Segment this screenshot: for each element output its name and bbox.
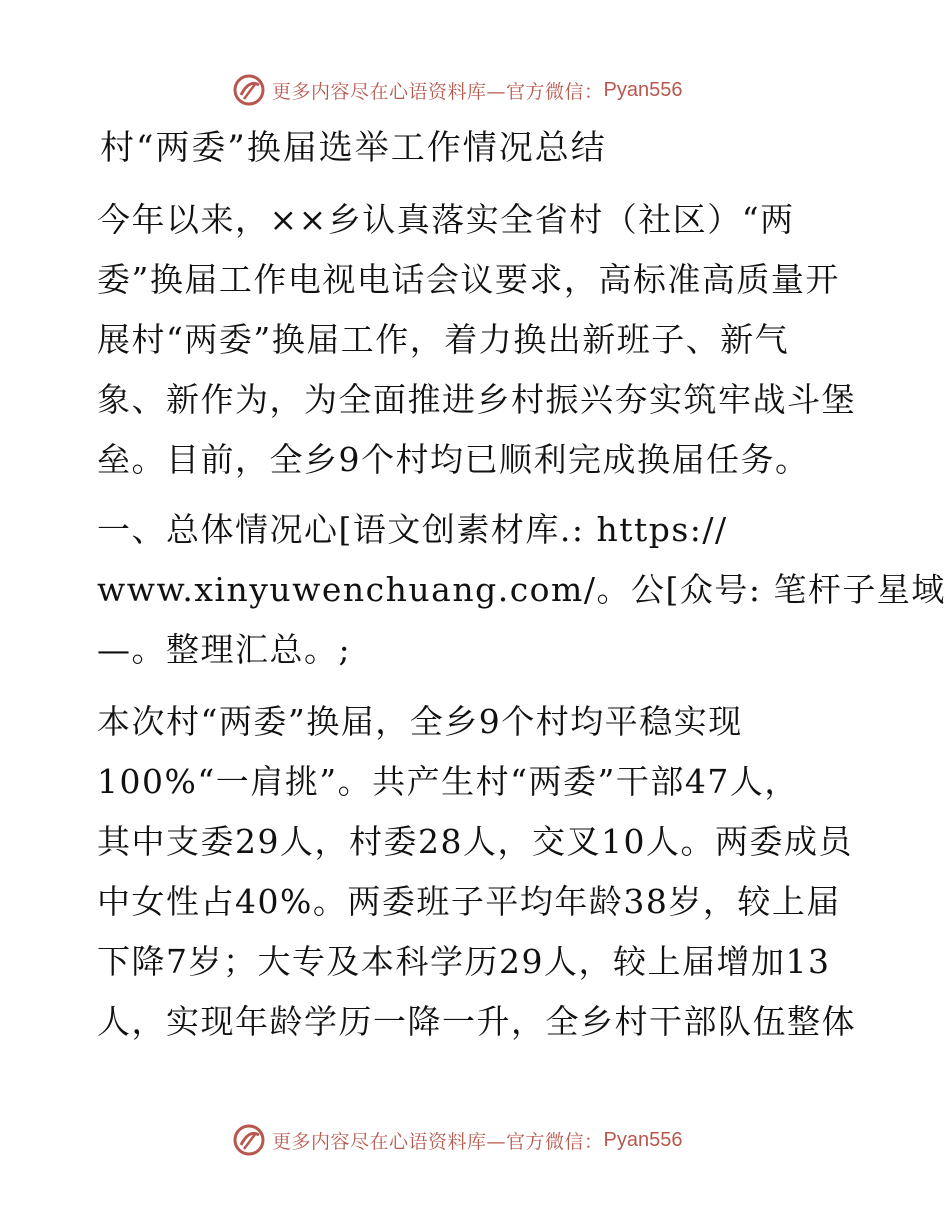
text-line: 100%“一肩挑”。共产生村“两委”干部47人，	[97, 762, 799, 801]
text-line: 委”换届工作电视电话会议要求，高标准高质量开	[97, 260, 840, 299]
library-logo-icon	[232, 73, 266, 107]
banner-wechat-id: Pyan556	[603, 1128, 683, 1151]
text-line: www.xinyuwenchuang.com/。公[众号: 笔杆子星域	[97, 570, 946, 609]
banner-text: 更多内容尽在心语资料库—官方微信：	[272, 80, 604, 103]
document-title: 村“两委”换届选举工作情况总结	[100, 128, 607, 168]
paragraph-overview	[97, 692, 857, 1052]
text-line: 一、总体情况心[语文创素材库.: https://	[97, 510, 728, 549]
text-line: 人，实现年龄学历一降一升，全乡村干部队伍整体	[97, 1002, 856, 1041]
paragraph-intro	[97, 190, 857, 490]
text-line: 中女性占40%。两委班子平均年龄38岁，较上届	[97, 882, 841, 921]
text-line: 垒。目前，全乡9个村均已顺利完成换届任务。	[97, 440, 810, 479]
text-line: 展村“两委”换届工作，着力换出新班子、新气	[97, 320, 790, 359]
text-line: 象、新作为，为全面推进乡村振兴夯实筑牢战斗堡	[97, 380, 856, 419]
paragraph-section-heading	[97, 500, 946, 680]
footer-watermark	[232, 1123, 682, 1157]
banner-text: 更多内容尽在心语资料库—官方微信：	[272, 1130, 604, 1153]
text-line: 本次村“两委”换届，全乡9个村均平稳实现	[97, 702, 743, 741]
header-watermark	[232, 73, 682, 107]
banner-wechat-id: Pyan556	[603, 78, 683, 101]
text-line: —。整理汇总。;	[97, 630, 352, 669]
text-line: 其中支委29人，村委28人，交叉10人。两委成员	[97, 822, 853, 861]
text-line: 下降7岁；大专及本科学历29人，较上届增加13	[97, 942, 831, 981]
library-logo-icon	[232, 1123, 266, 1157]
text-line: 今年以来，××乡认真落实全省村（社区）“两	[97, 200, 795, 239]
